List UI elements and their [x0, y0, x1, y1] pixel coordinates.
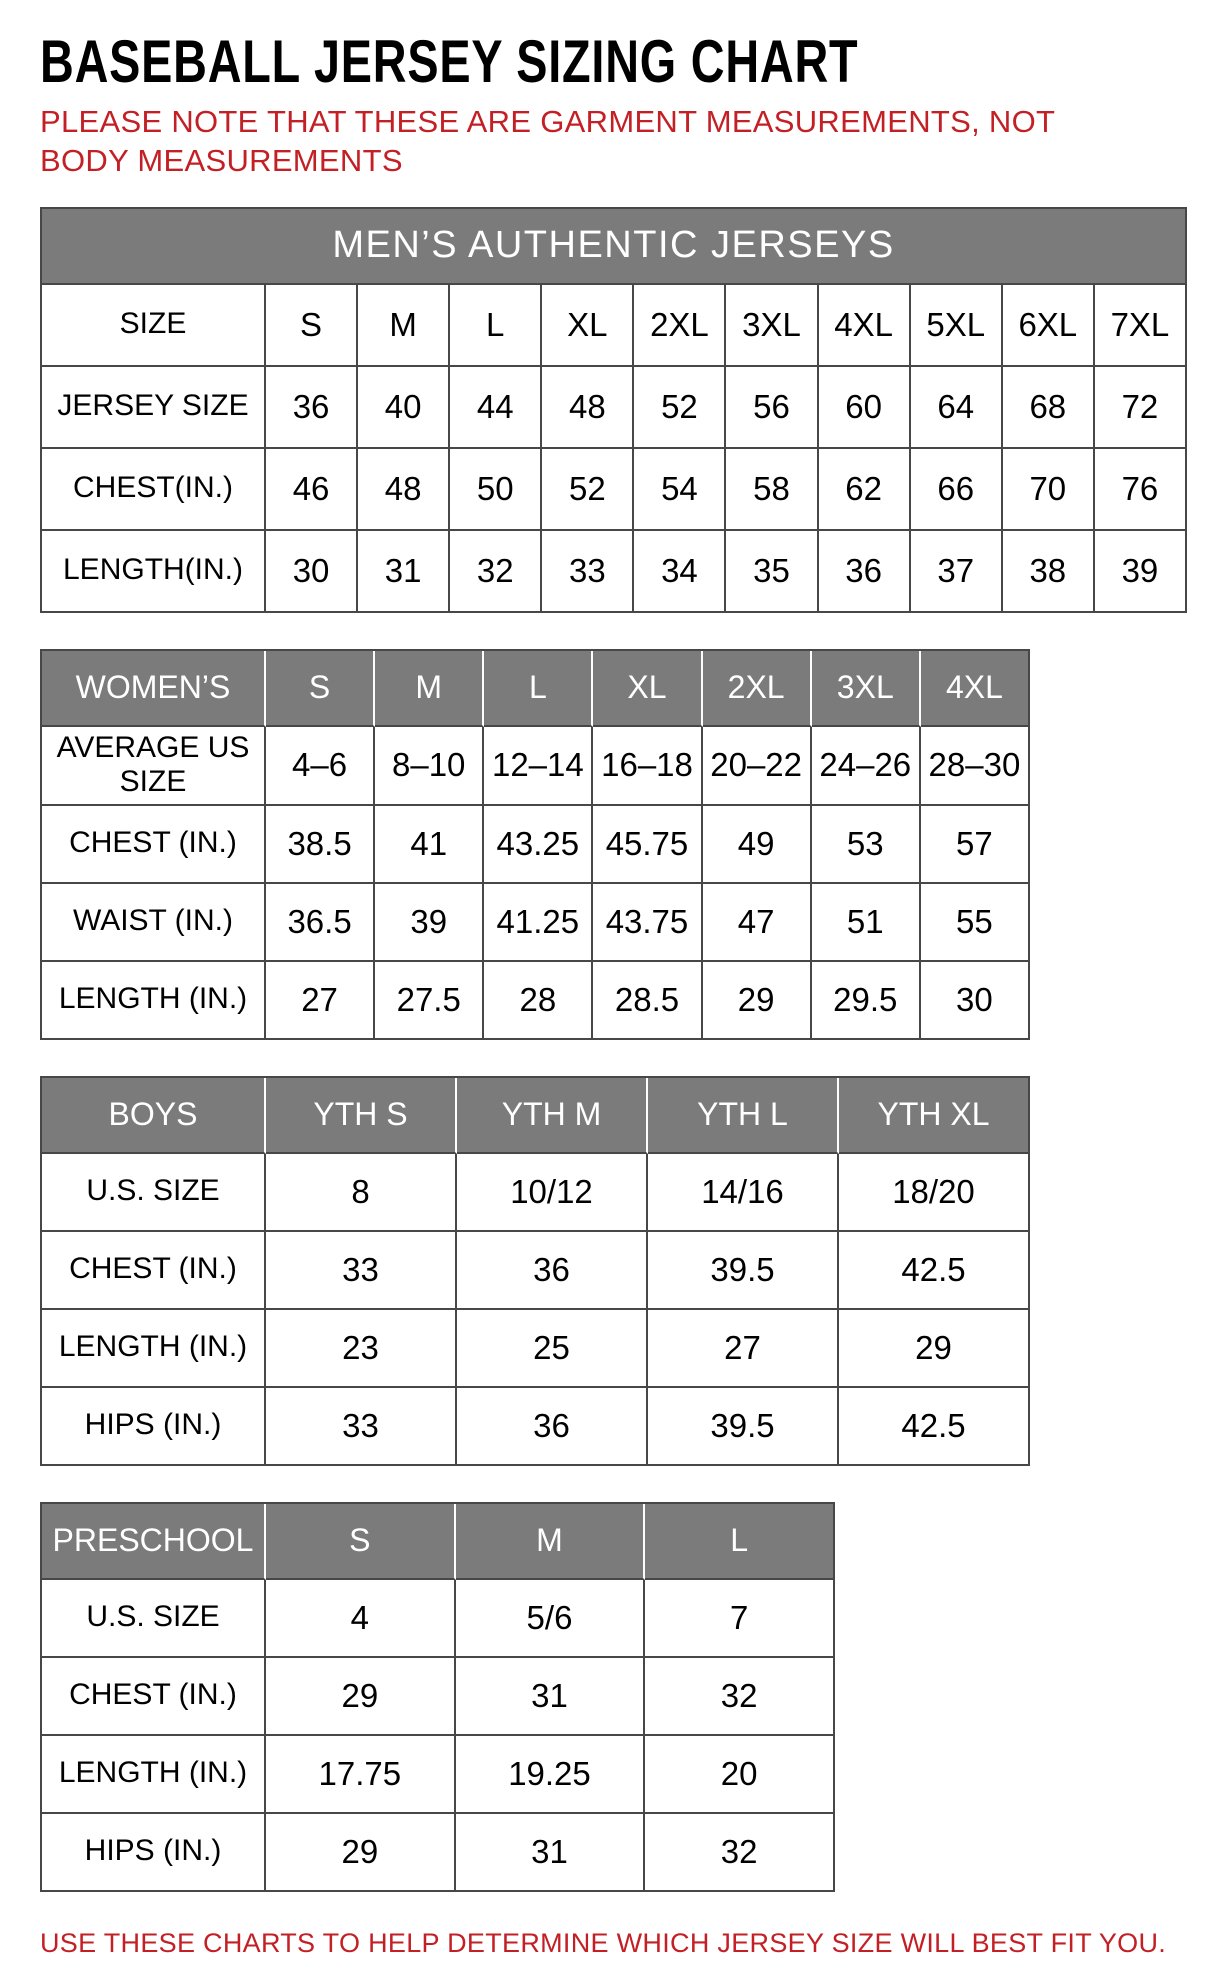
table-header-cell: M — [358, 285, 450, 367]
table-header-cell: S — [266, 285, 358, 367]
value-cell: 72 — [1095, 367, 1187, 449]
table-row — [42, 531, 1187, 613]
value-cell: 64 — [911, 367, 1003, 449]
value-cell: 32 — [450, 531, 542, 613]
value-cell: 32 — [645, 1814, 835, 1892]
row-label: CHEST(IN.) — [42, 449, 266, 531]
value-cell: 52 — [634, 367, 726, 449]
row-label: U.S. SIZE — [42, 1580, 266, 1658]
value-cell: 41.25 — [484, 884, 593, 962]
value-cell: 48 — [358, 449, 450, 531]
value-cell: 10/12 — [457, 1154, 648, 1232]
table-row — [42, 806, 1030, 884]
table-header-cell: M — [456, 1504, 646, 1580]
value-cell: 43.75 — [593, 884, 702, 962]
value-cell: 39.5 — [648, 1388, 839, 1466]
value-cell: 50 — [450, 449, 542, 531]
table-header-cell: S — [266, 651, 375, 727]
value-cell: 28–30 — [921, 727, 1030, 806]
row-label: AVERAGE US SIZE — [42, 727, 266, 806]
table-row — [42, 1310, 1030, 1388]
row-label: HIPS (IN.) — [42, 1814, 266, 1892]
table-header-cell: 4XL — [921, 651, 1030, 727]
value-cell: 36 — [266, 367, 358, 449]
table-row — [42, 1580, 835, 1658]
value-cell: 58 — [726, 449, 818, 531]
value-cell: 68 — [1003, 367, 1095, 449]
row-label: LENGTH (IN.) — [42, 962, 266, 1040]
table-header-cell: 7XL — [1095, 285, 1187, 367]
value-cell: 33 — [542, 531, 634, 613]
table-header-cell: M — [375, 651, 484, 727]
value-cell: 36 — [457, 1388, 648, 1466]
preschool-sizing-table — [40, 1502, 1180, 1892]
value-cell: 31 — [358, 531, 450, 613]
value-cell: 49 — [703, 806, 812, 884]
boys-sizing-table — [40, 1076, 1180, 1466]
value-cell: 18/20 — [839, 1154, 1030, 1232]
value-cell: 62 — [819, 449, 911, 531]
value-cell: 47 — [703, 884, 812, 962]
table-header-cell: 2XL — [634, 285, 726, 367]
value-cell: 39 — [1095, 531, 1187, 613]
value-cell: 42.5 — [839, 1388, 1030, 1466]
table-header-label: WOMEN’S — [42, 651, 266, 727]
row-label: JERSEY SIZE — [42, 367, 266, 449]
table-header-cell: 3XL — [726, 285, 818, 367]
value-cell: 23 — [266, 1310, 457, 1388]
value-cell: 20 — [645, 1736, 835, 1814]
value-cell: 8 — [266, 1154, 457, 1232]
value-cell: 33 — [266, 1232, 457, 1310]
value-cell: 42.5 — [839, 1232, 1030, 1310]
table-header-cell: L — [645, 1504, 835, 1580]
value-cell: 8–10 — [375, 727, 484, 806]
table-header-cell: 2XL — [703, 651, 812, 727]
page-title: BASEBALL JERSEY SIZING CHART — [40, 28, 859, 95]
table-row — [42, 1814, 835, 1892]
table-header-cell: XL — [542, 285, 634, 367]
womens-sizing-table — [40, 649, 1180, 1040]
value-cell: 76 — [1095, 449, 1187, 531]
value-cell: 4–6 — [266, 727, 375, 806]
row-label: LENGTH (IN.) — [42, 1310, 266, 1388]
value-cell: 12–14 — [484, 727, 593, 806]
value-cell: 44 — [450, 367, 542, 449]
value-cell: 37 — [911, 531, 1003, 613]
value-cell: 52 — [542, 449, 634, 531]
row-label: LENGTH (IN.) — [42, 1736, 266, 1814]
value-cell: 31 — [456, 1658, 646, 1736]
table-header-cell: YTH S — [266, 1078, 457, 1154]
value-cell: 30 — [921, 962, 1030, 1040]
value-cell: 7 — [645, 1580, 835, 1658]
value-cell: 54 — [634, 449, 726, 531]
value-cell: 56 — [726, 367, 818, 449]
table-header-cell: L — [484, 651, 593, 727]
row-label: WAIST (IN.) — [42, 884, 266, 962]
value-cell: 39.5 — [648, 1232, 839, 1310]
footer-text: USE THESE CHARTS TO HELP DETERMINE WHICH JERSEY SIZE WILL BEST FIT YOU. — [40, 1927, 1167, 1958]
value-cell: 30 — [266, 531, 358, 613]
value-cell: 53 — [812, 806, 921, 884]
value-cell: 39 — [375, 884, 484, 962]
value-cell: 48 — [542, 367, 634, 449]
value-cell: 70 — [1003, 449, 1095, 531]
value-cell: 66 — [911, 449, 1003, 531]
table-row — [42, 449, 1187, 531]
value-cell: 27 — [648, 1310, 839, 1388]
table-row — [42, 884, 1030, 962]
table-header-cell: L — [450, 285, 542, 367]
value-cell: 17.75 — [266, 1736, 456, 1814]
value-cell: 36.5 — [266, 884, 375, 962]
value-cell: 27 — [266, 962, 375, 1040]
table-row — [42, 962, 1030, 1040]
table-header-label: PRESCHOOL — [42, 1504, 266, 1580]
value-cell: 38 — [1003, 531, 1095, 613]
value-cell: 25 — [457, 1310, 648, 1388]
table-row — [42, 727, 1030, 806]
row-label: CHEST (IN.) — [42, 1658, 266, 1736]
value-cell: 45.75 — [593, 806, 702, 884]
value-cell: 24–26 — [812, 727, 921, 806]
table-banner: MEN’S AUTHENTIC JERSEYS — [42, 209, 1187, 285]
table-row — [42, 1232, 1030, 1310]
table-header-label: BOYS — [42, 1078, 266, 1154]
value-cell: 14/16 — [648, 1154, 839, 1232]
row-label: CHEST (IN.) — [42, 1232, 266, 1310]
value-cell: 60 — [819, 367, 911, 449]
table-row — [42, 367, 1187, 449]
value-cell: 32 — [645, 1658, 835, 1736]
row-label: U.S. SIZE — [42, 1154, 266, 1232]
value-cell: 33 — [266, 1388, 457, 1466]
row-label: LENGTH(IN.) — [42, 531, 266, 613]
table-header-label: SIZE — [42, 285, 266, 367]
value-cell: 57 — [921, 806, 1030, 884]
value-cell: 20–22 — [703, 727, 812, 806]
mens-authentic-jerseys-table — [40, 207, 1180, 613]
row-label: CHEST (IN.) — [42, 806, 266, 884]
value-cell: 4 — [266, 1580, 456, 1658]
value-cell: 51 — [812, 884, 921, 962]
value-cell: 35 — [726, 531, 818, 613]
table-header-cell: S — [266, 1504, 456, 1580]
table-row — [42, 1154, 1030, 1232]
table-header-cell: 4XL — [819, 285, 911, 367]
table-header-cell: YTH M — [457, 1078, 648, 1154]
value-cell: 34 — [634, 531, 726, 613]
value-cell: 29 — [266, 1814, 456, 1892]
value-cell: 36 — [819, 531, 911, 613]
value-cell: 28 — [484, 962, 593, 1040]
table-header-cell: XL — [593, 651, 702, 727]
table-row — [42, 1736, 835, 1814]
value-cell: 29 — [266, 1658, 456, 1736]
table-header-cell: YTH XL — [839, 1078, 1030, 1154]
value-cell: 46 — [266, 449, 358, 531]
table-header-cell: YTH L — [648, 1078, 839, 1154]
value-cell: 55 — [921, 884, 1030, 962]
table-header-cell: 5XL — [911, 285, 1003, 367]
table-row — [42, 1388, 1030, 1466]
table-header-cell: 3XL — [812, 651, 921, 727]
value-cell: 31 — [456, 1814, 646, 1892]
value-cell: 43.25 — [484, 806, 593, 884]
value-cell: 28.5 — [593, 962, 702, 1040]
value-cell: 38.5 — [266, 806, 375, 884]
row-label: HIPS (IN.) — [42, 1388, 266, 1466]
garment-measurement-note: PLEASE NOTE THAT THESE ARE GARMENT MEASUREMENTS, NOT BODY MEASUREMENTS — [40, 104, 1055, 178]
value-cell: 27.5 — [375, 962, 484, 1040]
value-cell: 29.5 — [812, 962, 921, 1040]
value-cell: 19.25 — [456, 1736, 646, 1814]
value-cell: 29 — [839, 1310, 1030, 1388]
value-cell: 41 — [375, 806, 484, 884]
value-cell: 29 — [703, 962, 812, 1040]
value-cell: 5/6 — [456, 1580, 646, 1658]
value-cell: 40 — [358, 367, 450, 449]
value-cell: 36 — [457, 1232, 648, 1310]
value-cell: 16–18 — [593, 727, 702, 806]
table-row — [42, 1658, 835, 1736]
table-header-cell: 6XL — [1003, 285, 1095, 367]
